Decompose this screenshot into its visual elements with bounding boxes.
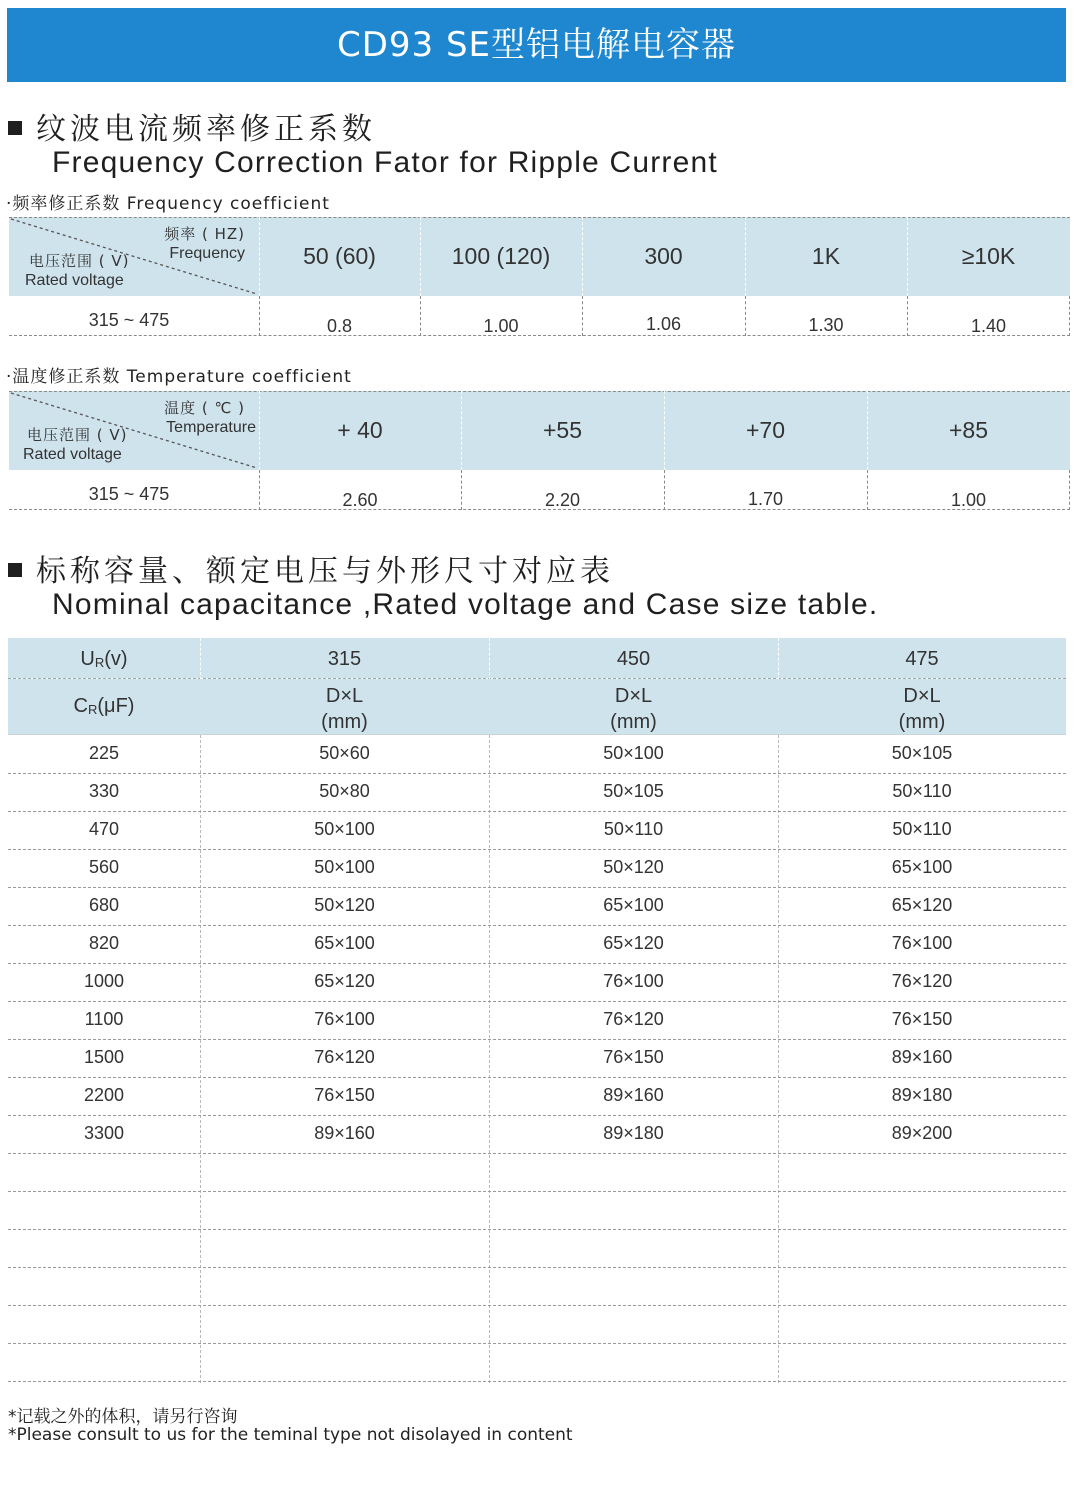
capacitance-cell: 470 (88, 819, 120, 839)
empty-table-row (8, 1191, 1066, 1230)
freq-row-label: 315 ~ 475 (88, 310, 170, 330)
temp-corner-left-en: Rated voltage (23, 446, 122, 463)
case-size-cell: 76×100 (314, 1009, 375, 1029)
freq-header: 1K (811, 243, 841, 269)
voltage-header: 450 (616, 648, 651, 670)
case-size-cell: 76×100 (891, 933, 953, 953)
freq-header-row (9, 217, 1070, 296)
empty-table-row (8, 1267, 1066, 1306)
dl-header: D×L (mm) (610, 685, 657, 733)
case-size-cell: 50×105 (891, 743, 953, 763)
case-size-cell: 76×120 (314, 1047, 375, 1067)
ripple-title-cn: 纹波电流频率修正系数 (36, 112, 376, 147)
case-size-cell: 89×180 (891, 1085, 953, 1105)
table-row (8, 963, 1066, 1002)
temp-header: +55 (542, 417, 582, 443)
capacitance-cell: 680 (88, 895, 120, 915)
nominal-section-title (8, 546, 614, 590)
empty-table-row (8, 1229, 1066, 1268)
case-size-cell: 65×120 (314, 971, 375, 991)
case-size-cell: 50×60 (319, 743, 370, 763)
freq-corner-left-en: Rated voltage (25, 272, 124, 289)
case-size-cell: 50×110 (603, 819, 664, 839)
freq-header: ≥10K (961, 243, 1016, 269)
capacitance-cell: 1500 (83, 1047, 125, 1067)
case-size-cell: 65×100 (891, 857, 953, 877)
ripple-section-title (8, 104, 376, 148)
case-size-cell: 50×100 (314, 857, 375, 877)
freq-value-row (9, 296, 1070, 336)
case-size-cell: 50×120 (314, 895, 375, 915)
freq-corner-cell (9, 217, 259, 296)
dimension-header-row (8, 679, 1066, 734)
table-row (8, 773, 1066, 812)
case-size-cell: 76×100 (603, 971, 664, 991)
temp-header: +70 (745, 417, 785, 443)
empty-table-row (8, 1343, 1066, 1382)
temp-coef-table (9, 391, 1070, 511)
case-size-cell: 50×105 (603, 781, 664, 801)
freq-value: 1.30 (808, 315, 844, 335)
table-row (8, 925, 1066, 964)
square-bullet-icon (8, 121, 22, 135)
temp-header-row (9, 391, 1070, 470)
case-size-cell: 76×120 (603, 1009, 664, 1029)
temp-value: 1.00 (950, 490, 987, 510)
capacitance-cell: 3300 (83, 1123, 125, 1143)
freq-coef-label: ·频率修正系数 Frequency coefficient (6, 194, 330, 214)
note-cn: *记载之外的体积，请另行咨询 (8, 1407, 238, 1427)
case-size-cell: 76×120 (891, 971, 953, 991)
case-size-cell: 50×110 (892, 819, 952, 839)
note-en: *Please consult to us for the teminal type not disolayed in content (8, 1425, 573, 1445)
empty-table-row (8, 1305, 1066, 1344)
dl-header: D×L (mm) (321, 685, 368, 733)
temp-corner-cell (9, 391, 259, 470)
case-size-cell: 89×160 (314, 1123, 375, 1143)
temp-corner-top-cn: 温度 ( ℃ ) (164, 399, 245, 417)
temp-coef-label: ·温度修正系数 Temperature coefficient (6, 367, 352, 387)
capacitance-cell: 1100 (84, 1009, 124, 1029)
dl-header: D×L (mm) (898, 685, 946, 733)
ripple-title-en: Frequency Correction Fator for Ripple Current (52, 146, 718, 179)
case-size-cell: 89×180 (603, 1123, 664, 1143)
voltage-header: 315 (327, 648, 362, 670)
table-row (8, 811, 1066, 850)
table-row (8, 849, 1066, 888)
temp-row-label: 315 ~ 475 (88, 484, 170, 504)
temp-value: 1.70 (747, 489, 784, 509)
temp-header: + 40 (337, 417, 383, 443)
capacitance-cell: 330 (88, 781, 120, 801)
case-size-cell: 50×80 (319, 781, 370, 801)
table-row (8, 1001, 1066, 1040)
capacitance-cell: 2200 (83, 1085, 125, 1105)
table-row (8, 1115, 1066, 1154)
voltage-header-row (8, 638, 1066, 678)
case-size-cell: 89×160 (603, 1085, 664, 1105)
nominal-title-en: Nominal capacitance ,Rated voltage and Case size table. (52, 588, 879, 621)
case-size-cell: 89×200 (891, 1123, 953, 1143)
freq-coef-table (9, 217, 1070, 337)
capacitance-cell: 820 (88, 933, 120, 953)
square-bullet-icon (8, 563, 22, 577)
voltage-header: 475 (905, 648, 939, 670)
cr-header: $C_R(\mu F)$ (73, 695, 135, 717)
temp-corner-left-cn: 电压范围 ( V) (27, 426, 128, 444)
case-size-cell: 65×100 (603, 895, 664, 915)
freq-value: 1.06 (645, 314, 682, 334)
table-row (8, 735, 1066, 774)
table-row (8, 1039, 1066, 1078)
table-row (8, 1077, 1066, 1116)
temp-value: 2.60 (342, 490, 378, 510)
case-size-cell: 50×100 (314, 819, 375, 839)
freq-corner-left-cn: 电压范围 ( V) (29, 252, 130, 270)
ur-header: $U_R(v)$ (80, 648, 128, 670)
capacitance-cell: 1000 (83, 971, 125, 991)
freq-header: 300 (644, 243, 683, 269)
case-size-cell: 76×150 (603, 1047, 664, 1067)
table-row (8, 887, 1066, 926)
freq-header: 50 (60) (303, 243, 376, 269)
freq-corner-top-cn: 频率 ( HZ) (164, 225, 245, 243)
case-size-cell: 65×100 (314, 933, 375, 953)
case-size-cell: 89×160 (891, 1047, 953, 1067)
freq-value: 1.00 (483, 316, 519, 336)
temp-corner-top-en: Temperature (166, 419, 256, 436)
nominal-title-cn: 标称容量、额定电压与外形尺寸对应表 (36, 554, 614, 589)
freq-header: 100 (120) (451, 243, 551, 269)
freq-corner-top-en: Frequency (169, 245, 245, 262)
temp-value: 2.20 (544, 490, 581, 510)
case-size-cell: 76×150 (891, 1009, 953, 1029)
case-size-cell: 65×120 (891, 895, 953, 915)
temp-value-row (9, 470, 1070, 510)
freq-value: 0.8 (326, 316, 353, 336)
case-size-cell: 50×120 (603, 857, 664, 877)
case-size-cell: 76×150 (314, 1085, 375, 1105)
page-title: CD93 SE型铝电解电容器 (7, 8, 1066, 82)
capacitance-cell: 225 (88, 743, 120, 763)
case-size-cell: 50×110 (892, 781, 952, 801)
capacitance-cell: 560 (88, 857, 120, 877)
empty-table-row (8, 1153, 1066, 1192)
case-size-cell: 50×100 (603, 743, 664, 763)
temp-header: +85 (948, 417, 988, 443)
case-size-cell: 65×120 (603, 933, 664, 953)
freq-value: 1.40 (970, 316, 1007, 336)
